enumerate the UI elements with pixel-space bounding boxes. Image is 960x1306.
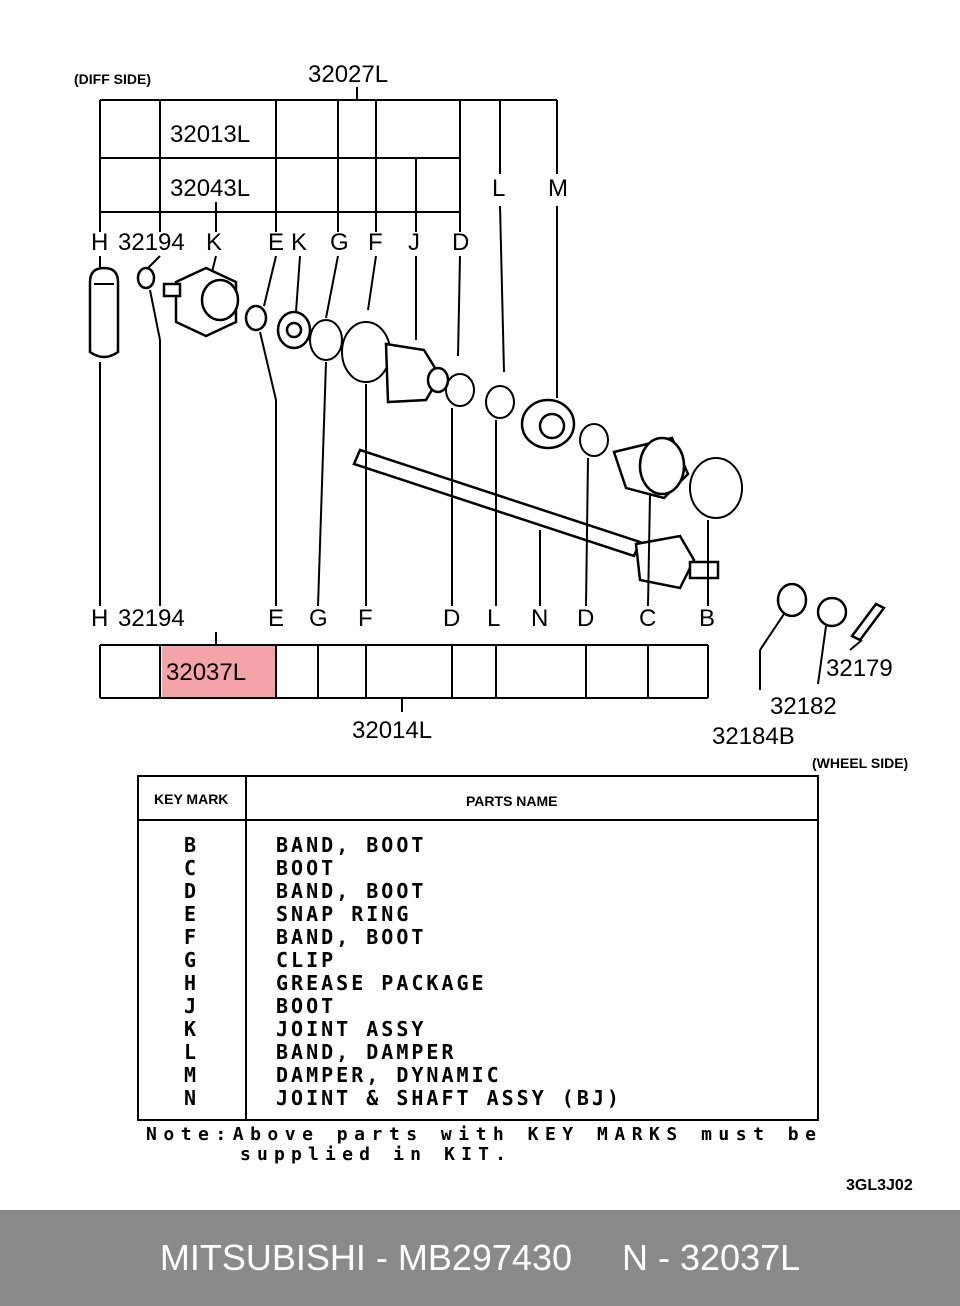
mark-top-M: M [548, 175, 568, 202]
footer-gap [572, 1237, 622, 1279]
table-name-cell: JOINT & SHAFT ASSY (BJ) [276, 1086, 622, 1110]
table-key-cell: E [184, 902, 197, 926]
outer-joint-part [636, 536, 694, 588]
table-header-name: PARTS NAME [466, 793, 558, 809]
table-key-cell: B [184, 833, 197, 857]
label-32179: 32179 [826, 655, 893, 682]
table-key-cell: G [184, 948, 197, 972]
table-key-cell: K [184, 1017, 197, 1041]
mark-bottom-G: G [309, 605, 328, 632]
mark-bottom-N: N [531, 605, 549, 632]
note-line-1: Note:Above parts with KEY MARKS must be [146, 1124, 817, 1145]
clip-part [310, 320, 342, 360]
table-name-cell: BOOT [276, 994, 337, 1018]
mark-bottom-D2: D [577, 605, 595, 632]
label-32013L: 32013L [170, 121, 251, 148]
label-32194-bottom: 32194 [118, 605, 185, 632]
label-32027L: 32027L [308, 61, 389, 88]
nut-32182-part [818, 598, 846, 626]
wheel-side-label: (WHEEL SIDE) [812, 755, 909, 771]
footer-ref: N - 32037L [622, 1237, 801, 1278]
mark-bottom-H: H [91, 605, 109, 632]
snap-ring-part [246, 306, 266, 330]
label-32043L: 32043L [170, 175, 251, 202]
table-name-cell: BAND, BOOT [276, 879, 427, 903]
label-32014L: 32014L [352, 717, 433, 744]
mark-top-D: D [452, 229, 470, 256]
cotter-pin-32179-part [852, 604, 884, 640]
diff-side-label: (DIFF SIDE) [74, 71, 151, 87]
table-key-cell: N [184, 1086, 197, 1110]
table-key-cell: D [184, 879, 197, 903]
note-line-2: supplied in KIT. [240, 1144, 506, 1165]
mark-top-L: L [492, 175, 506, 202]
band-boot-D2-part [580, 424, 608, 456]
table-name-cell: CLIP [276, 948, 337, 972]
table-name-cell: GREASE PACKAGE [276, 971, 487, 995]
band-boot-F-part [342, 322, 390, 382]
footer-brand-part: MITSUBISHI - MB297430 [159, 1237, 572, 1278]
band-damper-part [486, 386, 514, 418]
footer-bar [0, 1210, 960, 1306]
table-name-cell: SNAP RING [276, 902, 412, 926]
table-key-cell: H [184, 971, 197, 995]
table-header-key: KEY MARK [154, 791, 229, 807]
mark-top-H: H [91, 229, 109, 256]
label-32184B: 32184B [712, 723, 795, 750]
table-name-cell: BAND, DAMPER [276, 1040, 457, 1064]
washer-32184B-part [778, 584, 806, 616]
mark-bottom-E: E [268, 605, 285, 632]
table-key-cell: C [184, 856, 197, 880]
table-name-cell: BAND, BOOT [276, 925, 427, 949]
band-boot-B-part [690, 458, 742, 518]
label-32182: 32182 [770, 693, 837, 720]
mark-top-K2: K [291, 229, 308, 256]
label-32037L: 32037L [166, 659, 247, 686]
mark-bottom-F: F [358, 605, 373, 632]
mark-bottom-D1: D [443, 605, 461, 632]
mark-bottom-C: C [639, 605, 657, 632]
table-name-cell: JOINT ASSY [276, 1017, 427, 1041]
mark-top-J: J [408, 229, 420, 256]
mark-top-K1: K [206, 229, 223, 256]
mark-top-G: G [330, 229, 349, 256]
diagram-code: 3GL3J02 [846, 1177, 913, 1194]
table-name-cell: DAMPER, DYNAMIC [276, 1063, 502, 1087]
table-key-cell: F [184, 925, 197, 949]
mark-bottom-L: L [487, 605, 501, 632]
table-name-cell: BOOT [276, 856, 337, 880]
band-boot-D1-part [446, 374, 474, 406]
mark-top-E: E [268, 229, 285, 256]
label-32194-top: 32194 [118, 229, 185, 256]
table-key-cell: J [184, 994, 197, 1018]
table-key-cell: L [184, 1040, 197, 1064]
table-name-cell: BAND, BOOT [276, 833, 427, 857]
table-key-cell: M [184, 1063, 197, 1087]
grease-package-part [90, 268, 118, 357]
mark-top-F: F [368, 229, 383, 256]
circlip-32194-part [138, 268, 154, 288]
mark-bottom-B: B [699, 605, 716, 632]
table-rows [184, 833, 622, 1110]
